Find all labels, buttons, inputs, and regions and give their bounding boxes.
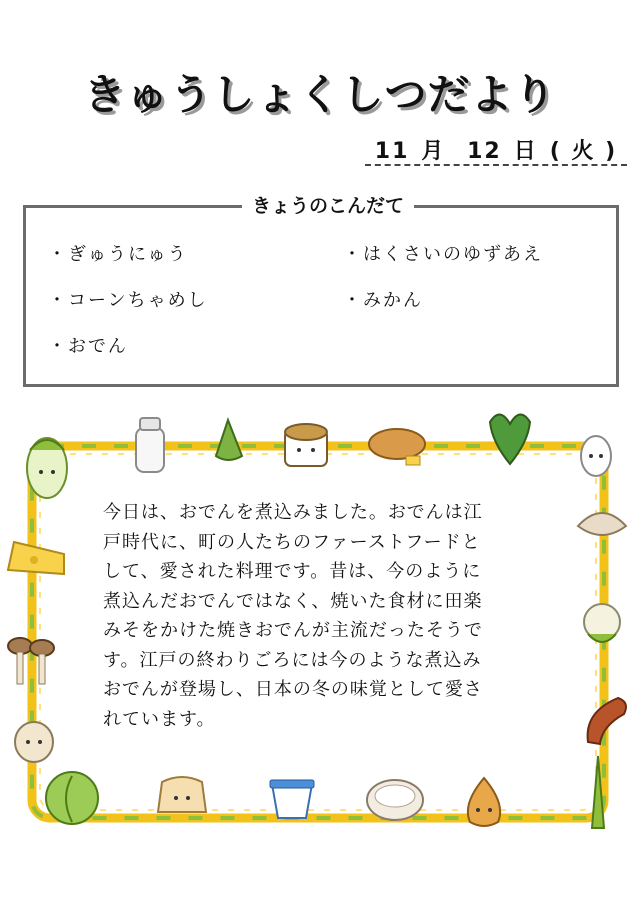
- cheese-icon: [4, 530, 70, 580]
- article-line: れています。: [103, 708, 216, 730]
- natto-icon: [279, 418, 333, 470]
- menu-item: ・コーンちゃめし: [48, 290, 208, 311]
- date-day: 12: [467, 139, 502, 164]
- date-weekday: ( 火 ): [549, 139, 618, 164]
- date-month: 11: [374, 139, 410, 164]
- date-day-unit: 日: [513, 139, 538, 164]
- yogurt-icon: [266, 774, 318, 822]
- clam-icon: [574, 500, 630, 548]
- asparagus-icon: [584, 752, 612, 832]
- okra-icon: [208, 416, 248, 466]
- onion-icon: [458, 774, 510, 832]
- article-body: [103, 498, 533, 734]
- article-line: 今日は、おでんを煮込みました。おでんは江: [103, 502, 483, 523]
- milk-bottle-icon: [128, 414, 172, 476]
- article-line: 煮込んだおでんではなく、焼いた食材に田楽: [103, 590, 483, 612]
- sausage-icon: [578, 692, 634, 750]
- bread-icon: [366, 424, 428, 468]
- menu-label: きょうのこんだて: [242, 191, 414, 218]
- article-line: す。江戸の終わりごろには今のような煮込み: [103, 649, 482, 671]
- menu-item: ・ぎゅうにゅう: [48, 244, 188, 265]
- menu-item: ・はくさいのゆずあえ: [343, 244, 543, 265]
- egg-icon: [576, 430, 616, 480]
- cabbage-icon: [40, 768, 104, 828]
- cauliflower-icon: [576, 600, 628, 652]
- page-title: きゅうしょくしつだより: [83, 70, 557, 119]
- menu-item: ・みかん: [343, 290, 423, 311]
- chinese-cabbage-icon: [22, 430, 72, 500]
- article-line: 戸時代に、町の人たちのファーストフードと: [103, 531, 481, 553]
- article-line: おでんが登場し、日本の冬の味覚として愛さ: [103, 679, 483, 700]
- menu-item: ・おでん: [48, 336, 128, 357]
- spinach-icon: [482, 402, 538, 470]
- date-line: [365, 134, 627, 166]
- rice-bowl-icon: [364, 776, 426, 824]
- article-line: みそをかけた焼きおでんが主流だったそうで: [103, 620, 483, 641]
- date-month-unit: 月: [421, 139, 446, 164]
- toast-icon: [152, 772, 212, 822]
- article-line: して、愛された料理です。昔は、今のように: [103, 561, 482, 582]
- potato-icon: [10, 716, 58, 766]
- shimeji-mushroom-icon: [2, 632, 62, 690]
